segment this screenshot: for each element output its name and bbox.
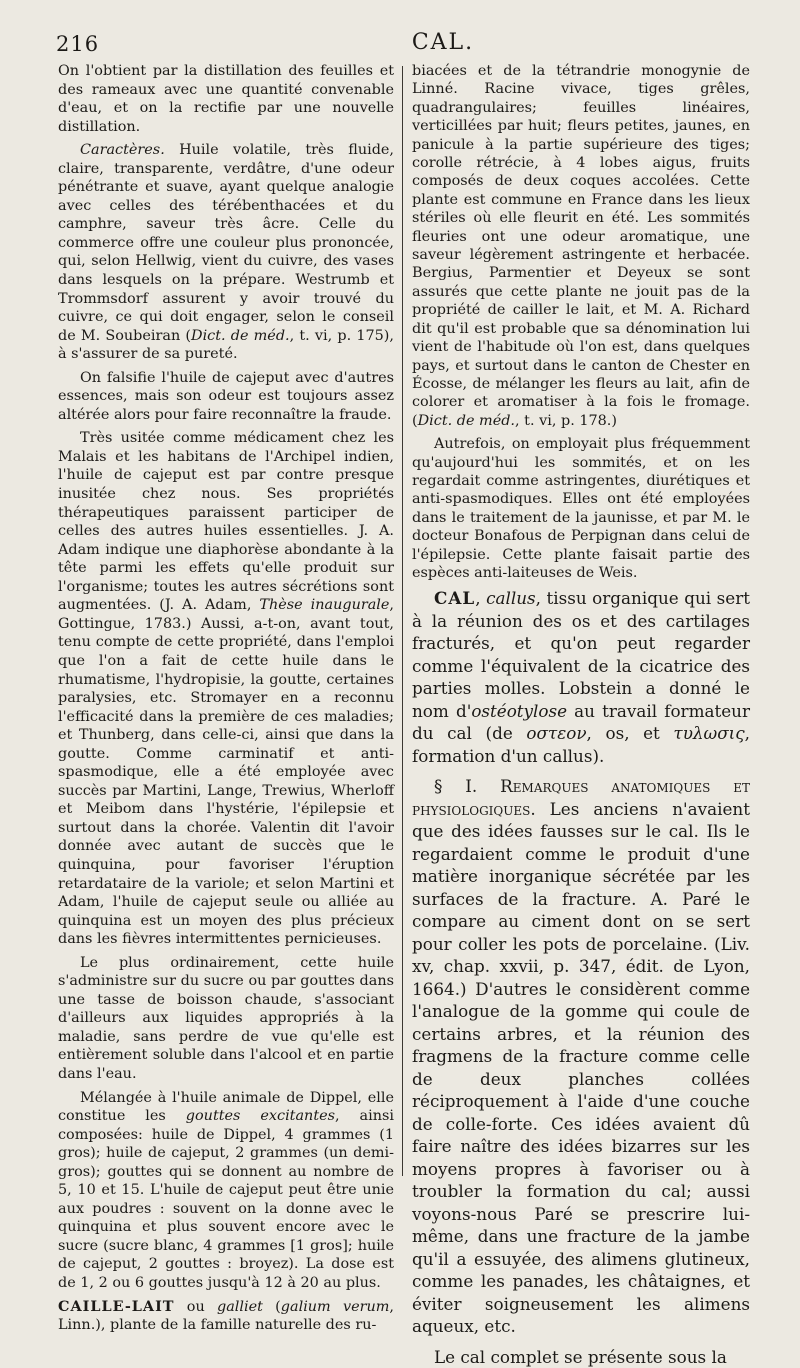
section-heading: § I. Remarques anatomiques et physiologiques. [412,776,750,819]
paragraph-cal-definition [412,587,750,767]
paragraph-autrefois: Autrefois, on employait plus fréquemment qu'aujourd'hui les sommités, et on les regardait comme astringentes, diurétiques et anti-spasmodiques. Elles ont été employées dans le traitement de la jaunisse, et par M. le docteur Bonafous de Perpignan dans celui de l'épilepsie. Cette plante faisait partie des espèces anti-laiteuses de Weis. [412,436,750,581]
usage-text: Très usitée comme médicament chez les Malais et les habitans de l'Archipel indien, l'huile de cajeput est par contre presque inusitée chez nous. Ses propriétés thérapeutiques paraissent participer de celles des autres huiles essentielles. J. A. Adam indique une diaphorèse abondante à la tête parmi les effets qu'elle produit sur l'organisme; toutes les autres sécrétions sont augmentées. (J. A. Adam, [58,430,394,614]
caille-lait-latin: galium verum [280,1298,390,1315]
cal-term: ostéotylose [471,700,568,721]
gouttes-text-end: , ainsi composées: huile de Dippel, 4 grammes (1 gros); huile de cajeput, 2 grammes (un demi-gros); gouttes qui se donnent au nombre de 5, 10 et 15. L'huile de cajeput peut être unie aux poudres : souvent on la donne avec le quinquina et plus souvent encore avec le sucre (sucre blanc, 4 grammes [1 gros]; huile de cajeput, 2 gouttes : broyez). La dose est de 1, 2 ou 6 gouttes jusqu'à 12 à 20 au plus. [58,1108,394,1291]
description-text-end: , t. vi, p. 178.) [515,412,617,429]
page-number: 216 [56,32,100,56]
running-head: CAL. [411,30,475,55]
left-column [58,62,394,1334]
caille-lait-text: ou [174,1298,217,1315]
cal-text-5: , formation d'un callus). [412,723,751,766]
citation-dict-med: Dict. de méd. [191,327,290,344]
right-column [412,62,751,1367]
cal-text: , [475,588,487,609]
caille-lait-alt-name: galliet [217,1298,263,1315]
cal-text-3: au travail formateur du cal (de [412,700,750,744]
cal-greek-2: τυλωσις [673,723,745,744]
cal-text-4: , os, et [586,723,674,744]
paragraph-description [412,62,750,430]
entry-cal [412,587,750,1368]
citation-dict-med-2: Dict. de méd. [417,412,516,429]
paragraph-falsification: On falsifie l'huile de cajeput avec d'autres essences, mais son odeur est toujours assez altérée alors pour faire reconnaître la fraude. [58,369,394,423]
caille-lait-text-3: , Linn.), plante de la famille naturelle des ru- [58,1298,394,1334]
column-rule [402,66,403,1176]
paragraph-gouttes [58,1089,394,1293]
section-1-text: Les anciens n'avaient que des idées fausses sur le cal. Ils le regardaient comme le produit d'une matière inorganique sécrétée par les surfaces de la fracture. A. Paré le compare au ciment dont on se sert pour coller les pots de porcelaine. (Liv. xv, chap. xxvii, p. 347, édit. de Lyon, 1664.) D'autres le considèrent comme l'analogue de la gomme qui coule de certains arbres, et la réunion des fragmens de la fracture comme celle de deux planches collées réciproquement à l'aide d'une couche de colle-forte. Ces idées avaient dû faire naître des idées bizarres sur les moyens propres à favoriser ou à troubler la formation du cal; aussi voyons-nous Paré se prescrire lui-même, dans une fracture de la jambe qu'il a essuyée, des alimens glutineux, comme les panades, les châtaignes, et éviter soigneusement les alimens aqueux, etc. [412,798,750,1337]
entry-caille-lait [58,1298,394,1335]
paragraph-distillation: On l'obtient par la distillation des feuilles et des rameaux avec une quantité convenable d'eau, et on la rectifie par une nouvelle distillation. [58,63,394,135]
gouttes-text: Mélangée à l'huile animale de Dippel, elle constitue les [58,1089,394,1125]
citation-these: Thèse inaugurale [259,597,390,614]
paragraph-section-1 [412,775,750,1338]
paragraph-cal-complet: Le cal complet se présente sous la [434,1346,727,1367]
paragraph-administration: Le plus ordinairement, cette huile s'administre sur du sucre ou par gouttes dans une tasse de boisson chaude, s'associant d'ailleurs aux liquides appropriés à la maladie, sans perdre de vue qu'elle est entièrement soluble dans l'alcool et en partie dans l'eau. [58,954,394,1082]
cal-text-2: , tissu organique qui sert à la réunion des os et des cartilages fracturés, et qu'on peut regarder comme l'équivalent de la cicatrice des parties molles. Lobstein a donné le nom d' [412,588,750,721]
caracteres-label: Caractères. [80,142,165,159]
entry-title-cal: CAL [434,588,476,609]
paragraph-usage [58,429,394,948]
cal-greek-1: οστεον [526,723,587,744]
caille-lait-text-2: ( [262,1298,281,1315]
usage-text-end: , Gottingue, 1783.) Aussi, a-t-on, avant tout, tenu compte de cette propriété, dans l'emploi que l'on a fait de cette huile dans le rhumatisme, l'hydropisie, la goutte, certaines paralysies, etc. Stromayer en a reconnu l'efficacité dans la première de ces maladies; et Thunberg, dans celle-ci, ainsi que dans la goutte. Comme carminatif et anti-spasmodique, elle a été employée avec succès par Martini, Lange, Trewius, Wherloff et Meibom dans l'hystérie, l'épilepsie et surtout dans la chorée. Valentin dit l'avoir donnée avec autant de succès que le quinquina, pour favoriser l'éruption retardataire de la variole; et selon Martini et Adam, l'huile de cajeput seule ou alliée au quinquina est un moyen des plus précieux dans les fièvres intermittentes pernicieuses. [58,597,394,948]
gouttes-term: gouttes excitantes [185,1108,335,1125]
description-text: biacées et de la tétrandrie monogynie de Linné. Racine vivace, tiges grêles, quadrangulaires; feuilles linéaires, verticillées par huit; fleurs petites, jaunes, en panicule à la partie supérieure des tiges; corolle rétrécie, à 4 lobes aigus, fruits composés de deux coques accolées. Cette plante est commune en France dans les lieux stériles où elle fleurit en été. Les sommités fleuries ont une odeur aromatique, une saveur légèrement astringente et herbacée. Bergius, Parmentier et Deyeux se sont assurés que cette plante ne jouit pas de la propriété de cailler le lait, et M. A. Richard dit qu'il est probable que sa dénomination lui vient de l'habitude où l'on est, dans quelques pays, et surtout dans le canton de Chester en Écosse, de mélanger les fleurs au lait, afin de colorer et aromatiser à la fois le fromage. ( [412,63,750,429]
caracteres-text: Huile volatile, très fluide, claire, transparente, verdâtre, d'une odeur pénétrante et suave, ayant quelque analogie avec celles des térébenthacées et du camphre, saveur très âcre. Celle du commerce offre une couleur plus prononcée, qui, selon Hellwig, vient du cuivre, des vases dans lesquels on la prépare. Westrumb et Trommsdorf assurent y avoir trouvé du cuivre, ce qui doit engager, selon le conseil de M. Soubeiran ( [58,142,394,344]
cal-latin: callus [486,588,536,609]
paragraph-caracteres [58,141,394,364]
caracteres-text-end: , t. vi, p. 175), à s'assurer de sa pureté. [58,327,394,363]
entry-title-caille-lait: CAILLE-LAIT [58,1297,175,1315]
page-header [56,32,770,58]
